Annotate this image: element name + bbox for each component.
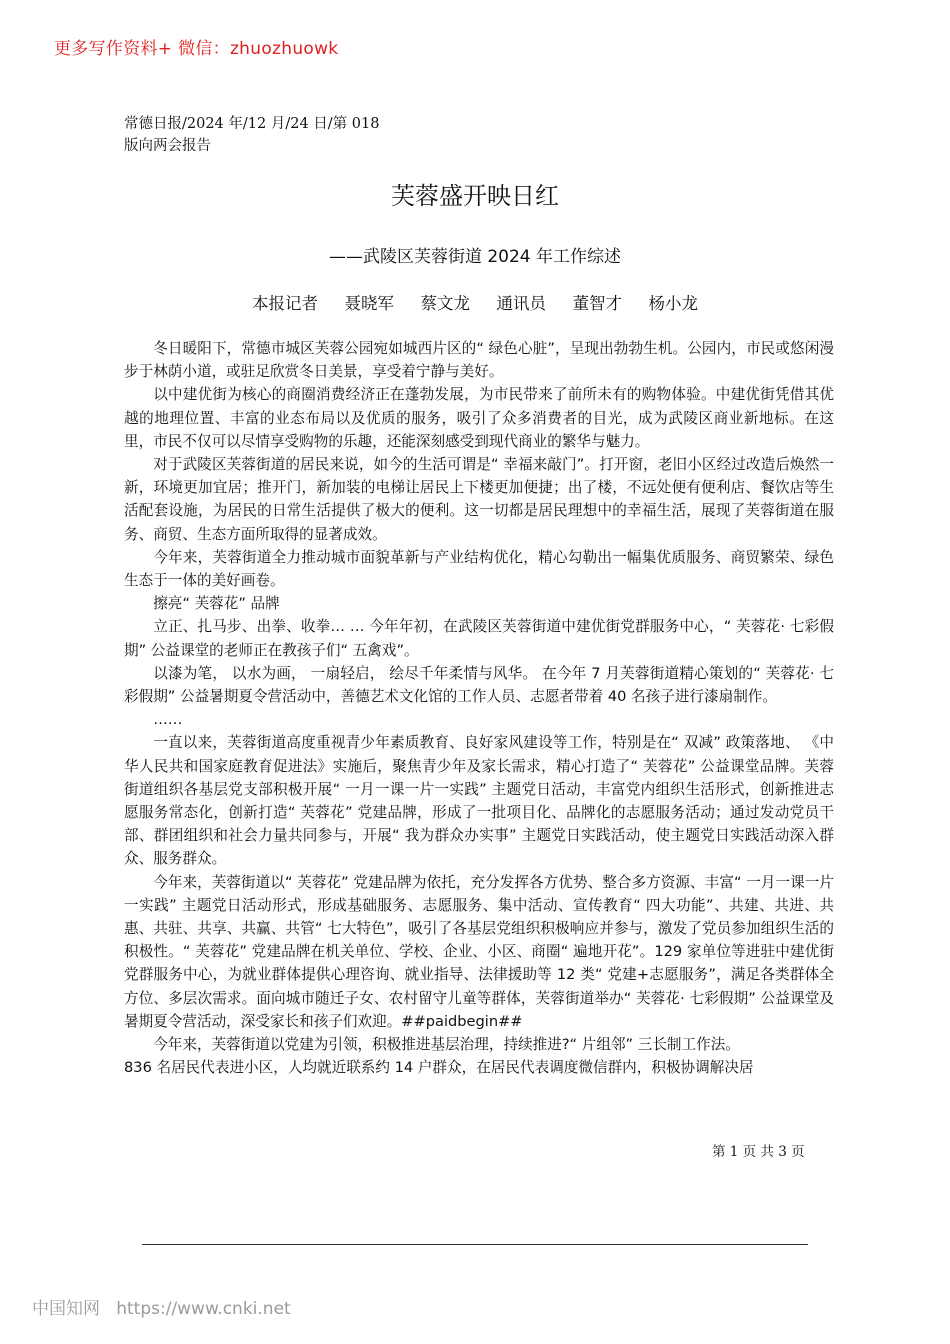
promo-banner: 更多写作资料+ 微信：zhuozhuowk [54, 39, 339, 59]
paragraph-continuation: 836 名居民代表进小区，人均就近联系约 14 户群众，在居民代表调度微信群内，积极协调解决居 [124, 1059, 754, 1077]
footer [32, 1294, 291, 1319]
cnki-logo-text: 中国知网 [32, 1299, 100, 1319]
paragraph: 一直以来，芙蓉街道高度重视青少年素质教育、良好家风建设等工作，特别是在“ 双减” 政策落地、 《中华人民共和国家庭教育促进法》实施后，聚焦青少年及家长需求，精心打造了“ 芙蓉花” 公益课堂品牌。芙蓉街道组织各基层党支部积极开展“ 一月一课一片一实践” 主题党日活动，丰富党内组织生活形式，创新推进志愿服务常态化，创新打造“ 芙蓉花” 党建品牌，形成了一批项目化、品牌化的志愿服务活动；通过发动党员干部、群团组织和社会力量共同参与，开展“ 我为群众办实事” 主题党日实践活动，使主题党日实践活动深入群众、服务群众。 [124, 734, 834, 868]
source-info [124, 113, 379, 157]
source-line: 常德日报/2024 年/12 月/24 日/第 018 [124, 116, 380, 132]
paragraph: 今年来，芙蓉街道以党建为引领，积极推进基层治理，持续推进?“ 片组邻” 三长制工作法。 [153, 1036, 740, 1054]
ellipsis: …… [153, 711, 183, 729]
paragraph: 以漆为笔， 以水为画， 一扇轻启， 绘尽千年柔情与风华。 在今年 7 月芙蓉街道精心策划的“ 芙蓉花· 七彩假期” 公益暑期夏令营活动中，善德艺术文化馆的工作人员、志愿者带着 40 名孩子进行漆扇制作。 [124, 664, 834, 706]
source-line: 版向两会报告 [124, 138, 211, 154]
paragraph: 今年来，芙蓉街道以“ 芙蓉花” 党建品牌为依托，充分发挥各方优势、整合多方资源、丰富“ 一月一课一片一实践” 主题党日活动形式，形成基础服务、志愿服务、集中活动、宣传教育“ 四大功能”、共建、共进、共惠、共驻、共享、共赢、共管“ 七大特色”，吸引了各基层党组织积极响应并参与，激发了党员参加组织生活的积极性。“ 芙蓉花” 党建品牌在机关单位、学校、企业、小区、商圈“ 遍地开花”。129 家单位等进驻中建优街党群服务中心，为就业群体提供心理咨询、就业指导、法律援助等 12 类“ 党建+志愿服务”，满足各类群体全方位、多层次需求。面向城市随迁子女、农村留守儿童等群体，芙蓉街道举办“ 芙蓉花· 七彩假期” 公益课堂及暑期夏令营活动，深受家长和孩子们欢迎。##paidbegin## [124, 873, 834, 1030]
article-subtitle: ——武陵区芙蓉街道 2024 年工作综述 [328, 247, 622, 267]
footer-url[interactable]: https://www.cnki.net [116, 1299, 291, 1319]
paragraph: 立正、扎马步、出拳、收拳… … 今年年初，在武陵区芙蓉街道中建优街党群服务中心，“ 芙蓉花· 七彩假期” 公益课堂的老师正在教孩子们“ 五禽戏”。 [124, 618, 834, 659]
section-heading: 擦亮“ 芙蓉花” 品牌 [153, 595, 280, 613]
paragraph: 冬日暖阳下，常德市城区芙蓉公园宛如城西片区的“ 绿色心脏”，呈现出勃勃生机。公园内，市民或悠闲漫步于林荫小道，或驻足欣赏冬日美景，享受着宁静与美好。 [124, 340, 834, 381]
page-number: 第 1 页 共 3 页 [712, 1144, 805, 1160]
article-title: 芙蓉盛开映日红 [391, 182, 559, 210]
byline: 本报记者 聂晓军 蔡文龙 通讯员 董智才 杨小龙 [252, 294, 698, 313]
article-body [124, 337, 834, 1080]
paragraph: 以中建优街为核心的商圈消费经济正在蓬勃发展，为市民带来了前所未有的购物体验。中建优街凭借其优越的地理位置、丰富的业态布局以及优质的服务，吸引了众多消费者的目光，成为武陵区商业新地标。在这里，市民不仅可以尽情享受购物的乐趣，还能深刻感受到现代商业的繁华与魅力。 [124, 386, 834, 450]
paragraph: 对于武陵区芙蓉街道的居民来说，如今的生活可谓是“ 幸福来敲门”。打开窗，老旧小区经过改造后焕然一新，环境更加宜居；推开门，新加装的电梯让居民上下楼更加便捷；出了楼，不远处便有便利店、餐饮店等生活配套设施，为居民的日常生活提供了极大的便利。这一切都是居民理想中的幸福生活，展现了芙蓉街道在服务、商贸、生态方面所取得的显著成效。 [124, 456, 834, 543]
divider [142, 1244, 808, 1245]
paragraph: 今年来，芙蓉街道全力推动城市面貌革新与产业结构优化，精心勾勒出一幅集优质服务、商贸繁荣、绿色生态于一体的美好画卷。 [124, 548, 834, 590]
